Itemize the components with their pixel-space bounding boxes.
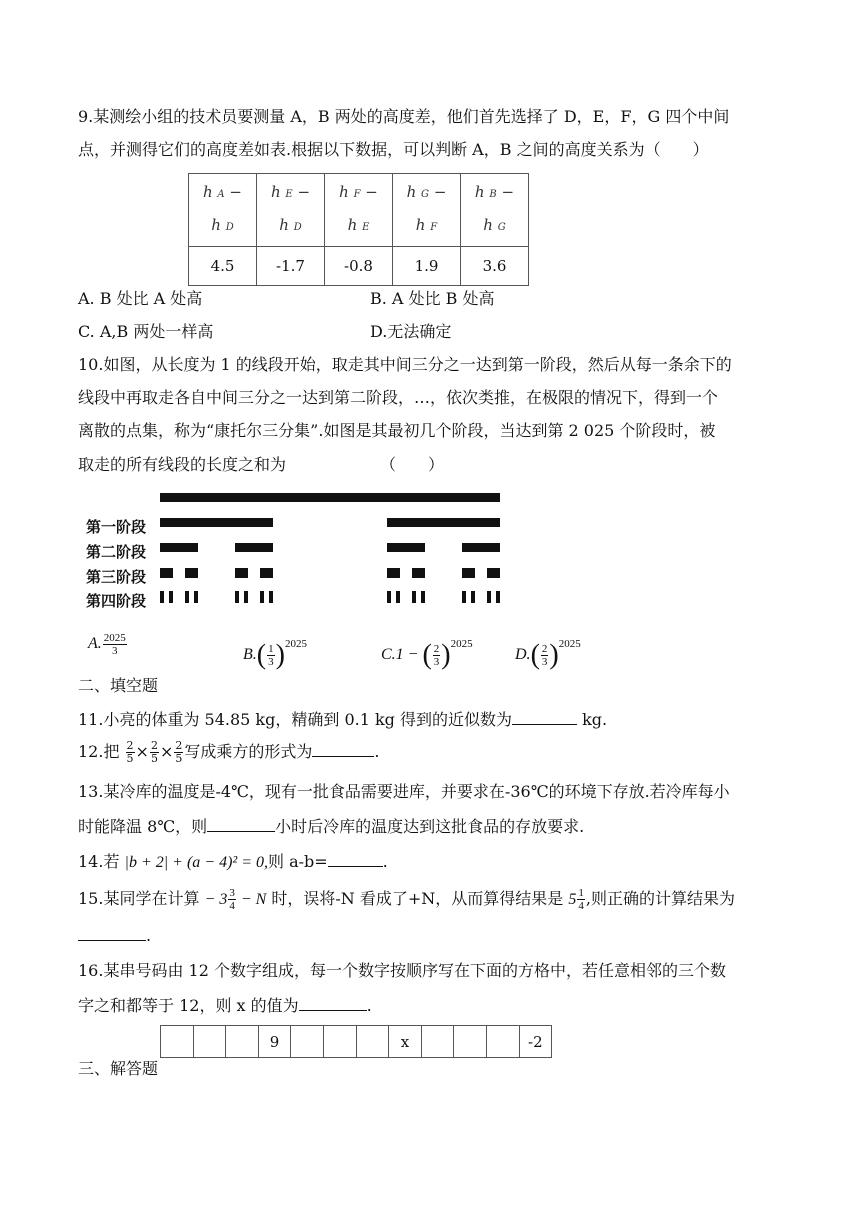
grid-cell xyxy=(291,1026,324,1058)
q10-line3: 离散的点集，称为“康托尔三分集”.如图是其最初几个阶段，当达到第 2 025 个阶段时，被 xyxy=(78,421,716,440)
table-value-cell: 3.6 xyxy=(461,247,529,286)
cantor-segment xyxy=(235,543,273,552)
q11: 11.小亮的体重为 54.85 kg，精确到 0.1 kg 得到的近似数为 kg. xyxy=(78,710,608,729)
stage-label-1: 第一阶段 xyxy=(86,518,147,536)
grid-cell xyxy=(356,1026,389,1058)
q10-line4: 取走的所有线段的长度之和为 xyxy=(78,455,287,474)
q10-option-b: B.( $\frac{1}{3}$ )$^{2025}$ xyxy=(243,638,307,671)
cantor-segment xyxy=(471,591,475,603)
q13-line2: 时能降温 8℃，则 小时后冷库的温度达到这批食品的存放要求. xyxy=(78,817,585,836)
cantor-segment xyxy=(487,591,491,603)
cantor-segment xyxy=(412,568,425,578)
answer-blank[interactable] xyxy=(312,740,374,757)
stage-label-3: 第三阶段 xyxy=(86,568,147,586)
grid-cell xyxy=(486,1026,519,1058)
q16-line1: 16.某串号码由 12 个数字组成，每一个数字按顺序写在下面的方格中，若任意相邻的三个数 xyxy=(78,961,726,980)
answer-blank[interactable] xyxy=(207,815,275,832)
cantor-segment xyxy=(194,591,198,603)
table-value-cell: -1.7 xyxy=(257,247,325,286)
cantor-segment xyxy=(169,591,173,603)
cantor-initial-segment xyxy=(160,493,500,502)
q15-line1: 15.某同学在计算 − 3 $\frac{3}{4}$ − N 时，误将-N 看成了+N，从而算得结果是 5 $\frac{1}{4}$ ,则正确的计算结果为 xyxy=(78,887,735,912)
cantor-segment xyxy=(160,591,164,603)
answer-blank[interactable] xyxy=(299,994,367,1011)
q12: 12.把 $\frac{2}{5}$ × $\frac{2}{5}$ × $\frac{2}{5}$ 写成乘方的形式为 . xyxy=(78,739,380,765)
table-value-cell: 4.5 xyxy=(189,247,257,286)
q9-option-b: B. A 处比 B 处高 xyxy=(370,289,495,308)
grid-cell xyxy=(323,1026,356,1058)
table-header-cell: ℎ F − ℎ E xyxy=(325,174,393,247)
cantor-segment xyxy=(412,591,416,603)
q15-line2: . xyxy=(78,924,151,946)
cantor-segment xyxy=(487,568,500,578)
q9-line1: 9.某测绘小组的技术员要测量 A，B 两处的高度差，他们首先选择了 D，E，F，G 四个中间 xyxy=(78,107,730,126)
cantor-segment xyxy=(260,568,273,578)
cantor-segment xyxy=(160,568,173,578)
cantor-segment xyxy=(185,591,189,603)
grid-cell: -2 xyxy=(519,1026,552,1058)
cantor-segment xyxy=(496,591,500,603)
answer-blank[interactable] xyxy=(78,924,146,941)
cantor-segment xyxy=(235,591,239,603)
section-heading-fill-in: 二、填空题 xyxy=(78,676,159,695)
cantor-segment xyxy=(387,518,500,527)
grid-cell xyxy=(161,1026,194,1058)
grid-cell xyxy=(421,1026,454,1058)
q16-line2: 字之和都等于 12，则 x 的值为 . xyxy=(78,996,372,1015)
table-header-cell: ℎ E − ℎ D xyxy=(257,174,325,247)
stage-label-4: 第四阶段 xyxy=(86,592,147,610)
cantor-segment xyxy=(462,568,475,578)
table-value-cell: 1.9 xyxy=(393,247,461,286)
grid-cell xyxy=(193,1026,226,1058)
q10-line1: 10.如图，从长度为 1 的线段开始，取走其中间三分之一达到第一阶段，然后从每一条余下的 xyxy=(78,355,732,374)
q10-option-a: A. $\frac{2025}{3}$ xyxy=(88,631,126,657)
table-header-cell: ℎ A − ℎ D xyxy=(189,174,257,247)
q14: 14.若 |b + 2| + (a − 4)² = 0,则 a-b= . xyxy=(78,852,388,871)
table-value-cell: -0.8 xyxy=(325,247,393,286)
cantor-segment xyxy=(185,568,198,578)
cantor-segment xyxy=(260,591,264,603)
q10-line2: 线段中再取走各自中间三分之一达到第二阶段，…，依次类推，在极限的情况下，得到一个 xyxy=(78,388,719,407)
q9-line2: 点，并测得它们的高度差如表.根据以下数据，可以判断 A，B 之间的高度关系为（ ） xyxy=(78,140,709,159)
stage-label-2: 第二阶段 xyxy=(86,543,147,561)
section-heading-solve: 三、解答题 xyxy=(78,1059,159,1078)
q9-option-c: C. A,B 两处一样高 xyxy=(78,322,214,341)
cantor-segment xyxy=(387,568,400,578)
height-difference-table xyxy=(188,173,529,286)
cantor-segment xyxy=(160,518,273,527)
cantor-segment xyxy=(235,568,248,578)
q9-option-d: D.无法确定 xyxy=(370,322,452,341)
q13-line1: 13.某冷库的温度是-4℃，现有一批食品需要进库，并要求在-36℃的环境下存放.若冷库每小 xyxy=(78,782,730,801)
q9-option-a: A. B 处比 A 处高 xyxy=(78,289,203,308)
grid-cell xyxy=(454,1026,487,1058)
grid-cell xyxy=(226,1026,259,1058)
table-header-cell: ℎ G − ℎ F xyxy=(393,174,461,247)
cantor-segment xyxy=(387,543,425,552)
q10-answer-paren: （ ） xyxy=(380,455,445,474)
table-header-cell: ℎ B − ℎ G xyxy=(461,174,529,247)
cantor-segment xyxy=(462,591,466,603)
cantor-segment xyxy=(160,543,198,552)
q10-option-c: C.1 − ( $\frac{2}{3}$ )$^{2025}$ xyxy=(381,638,473,671)
cantor-segment xyxy=(244,591,248,603)
q10-option-d: D.( $\frac{2}{3}$ )$^{2025}$ xyxy=(515,638,581,671)
cantor-segment xyxy=(462,543,500,552)
grid-cell: x xyxy=(389,1026,422,1058)
cantor-segment xyxy=(421,591,425,603)
answer-blank[interactable] xyxy=(328,850,383,867)
cantor-segment xyxy=(396,591,400,603)
cantor-segment xyxy=(269,591,273,603)
answer-blank[interactable] xyxy=(512,708,577,725)
cantor-segment xyxy=(387,591,391,603)
grid-cell: 9 xyxy=(258,1026,291,1058)
number-grid xyxy=(160,1025,552,1058)
